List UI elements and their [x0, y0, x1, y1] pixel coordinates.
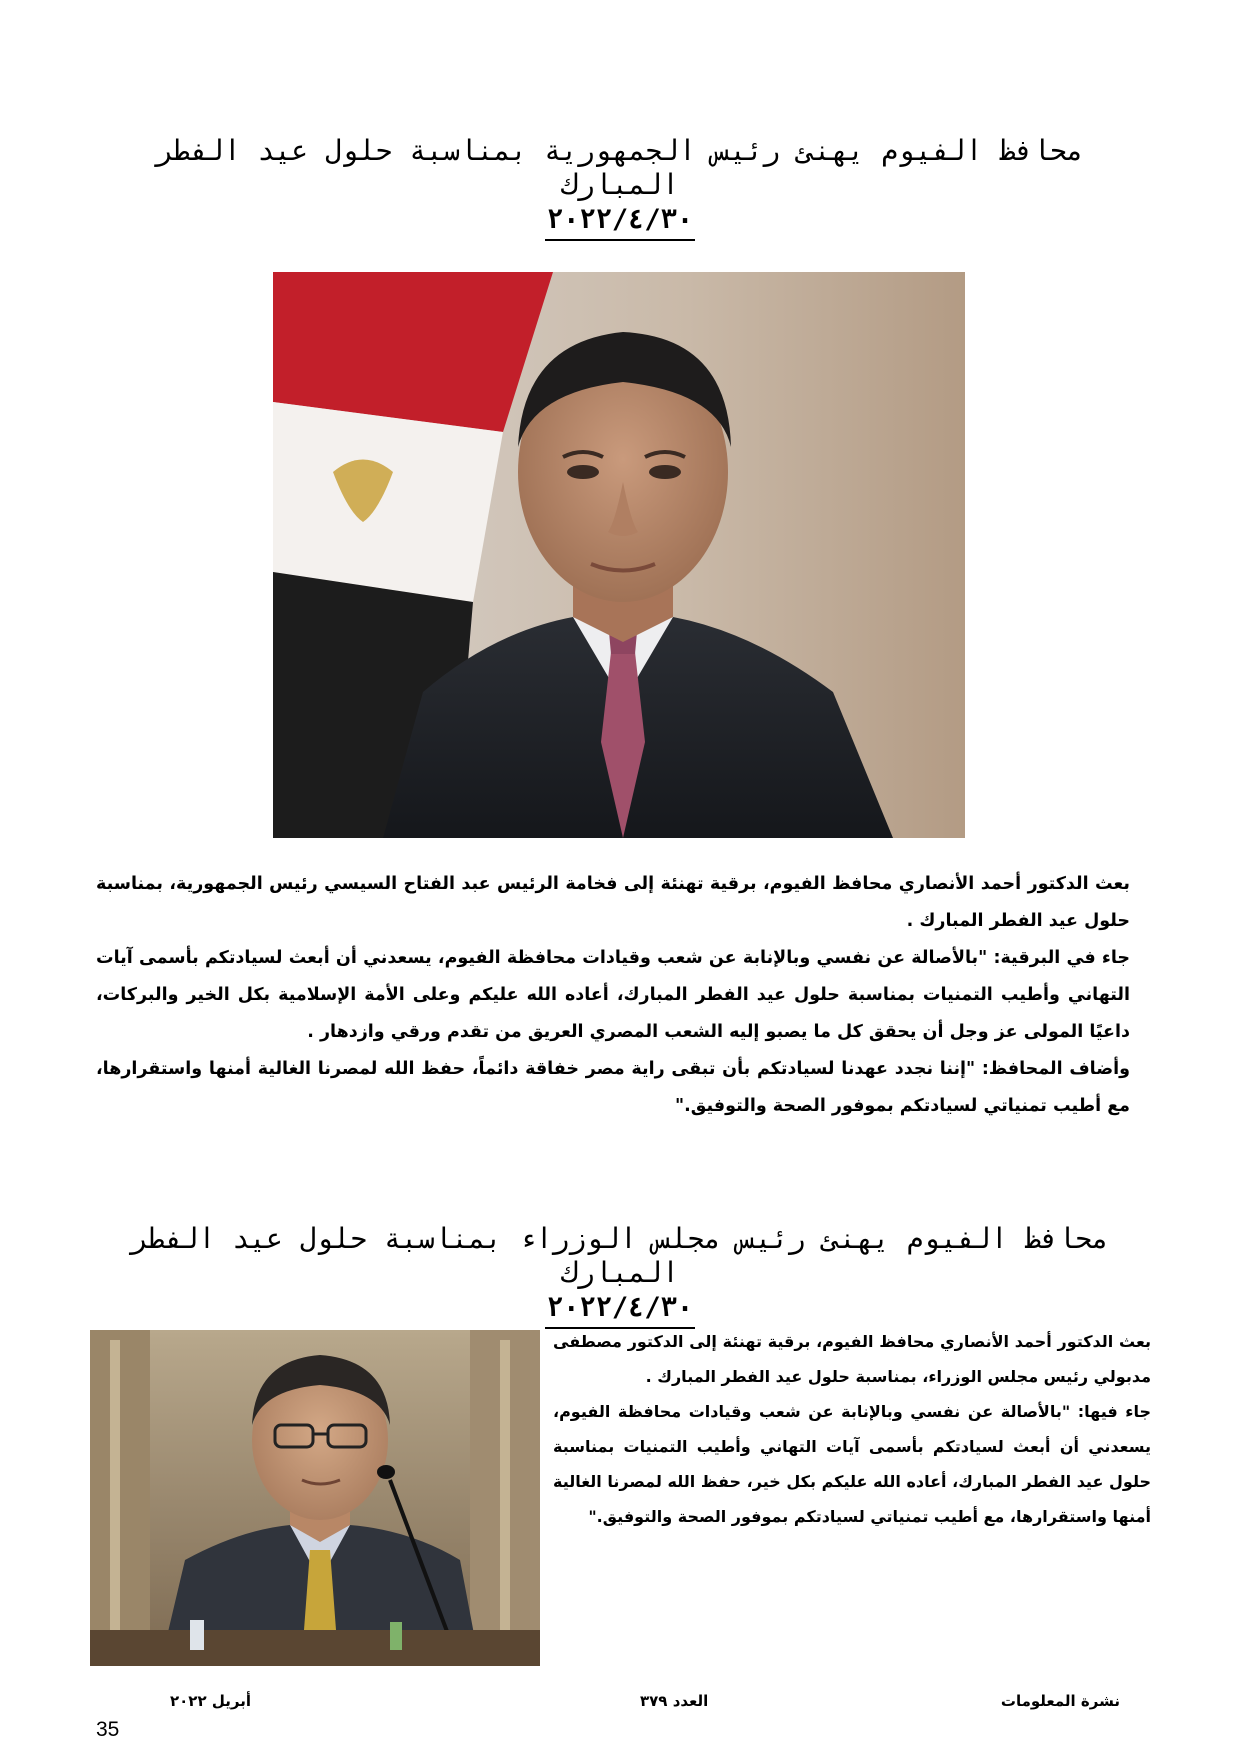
- footer-publication: نشرة المعلومات: [1000, 1692, 1120, 1710]
- president-portrait-photo: [273, 272, 965, 838]
- prime-minister-photo: [90, 1330, 540, 1666]
- footer-month: أبريل ٢٠٢٢: [170, 1692, 251, 1710]
- article2-title-line1: محافظ الفيوم يهنئ رئيس مجلس الوزراء بمناسبة حلول عيد الفطر: [131, 1222, 1109, 1255]
- page-number: 35: [96, 1718, 120, 1741]
- article1-title-line2: المبارك: [560, 168, 679, 201]
- article1-title-line1: محافظ الفيوم يهنئ رئيس الجمهورية بمناسبة حلول عيد الفطر: [156, 134, 1084, 167]
- article1-title: [100, 134, 1140, 241]
- article1-paragraph-1: بعث الدكتور أحمد الأنصاري محافظ الفيوم، برقية تهنئة إلى فخامة الرئيس عبد الفتاح السيسي رئيس الجمهورية، بمناسبة حلول عيد الفطر المبارك .: [96, 874, 1130, 931]
- article2-date: ٢٠٢٢/٤/٣٠: [545, 1291, 695, 1329]
- article1-paragraph-2: جاء في البرقية: "بالأصالة عن نفسي وبالإنابة عن شعب وقيادات محافظة الفيوم، يسعدني أن أبعث لسيادتكم بأسمى آيات التهاني وأطيب التمنيات بمناسبة حلول عيد الفطر المبارك، أعاده الله عليكم وعلى الأمة الإسلامية بكل الخير والبركات، داعيًا المولى عز وجل أن يحقق كل ما يصبو إليه الشعب المصري العريق من تقدم ورقي وازدهار .: [96, 948, 1130, 1042]
- article2-title-line2: المبارك: [560, 1256, 679, 1289]
- article2-title: [100, 1222, 1140, 1329]
- article2-paragraph-1: بعث الدكتور أحمد الأنصاري محافظ الفيوم، برقية تهنئة إلى الدكتور مصطفى مدبولي رئيس مجلس الوزراء، بمناسبة حلول عيد الفطر المبارك .: [553, 1332, 1151, 1386]
- article1-body: [96, 866, 1130, 1125]
- article2-paragraph-2: جاء فيها: "بالأصالة عن نفسي وبالإنابة عن شعب وقيادات محافظة الفيوم، يسعدني أن أبعث لسيادتكم بأسمى آيات التهاني وأطيب التمنيات بمناسبة حلول عيد الفطر المبارك، أعاده الله عليكم بكل خير، حفظ الله لمصرنا الغالية أمنها واستقرارها، مع أطيب تمنياتي لسيادتكم بموفور الصحة والتوفيق.": [553, 1402, 1151, 1526]
- footer-issue: العدد ٣٧٩: [640, 1692, 709, 1710]
- article2-body: [553, 1324, 1151, 1534]
- article1-paragraph-3: وأضاف المحافظ: "إننا نجدد عهدنا لسيادتكم بأن تبقى راية مصر خفاقة دائماً، حفظ الله لمصرنا الغالية أمنها واستقرارها، مع أطيب تمنياتي لسيادتكم بموفور الصحة والتوفيق.": [96, 1059, 1130, 1116]
- article1-date: ٢٠٢٢/٤/٣٠: [545, 203, 695, 241]
